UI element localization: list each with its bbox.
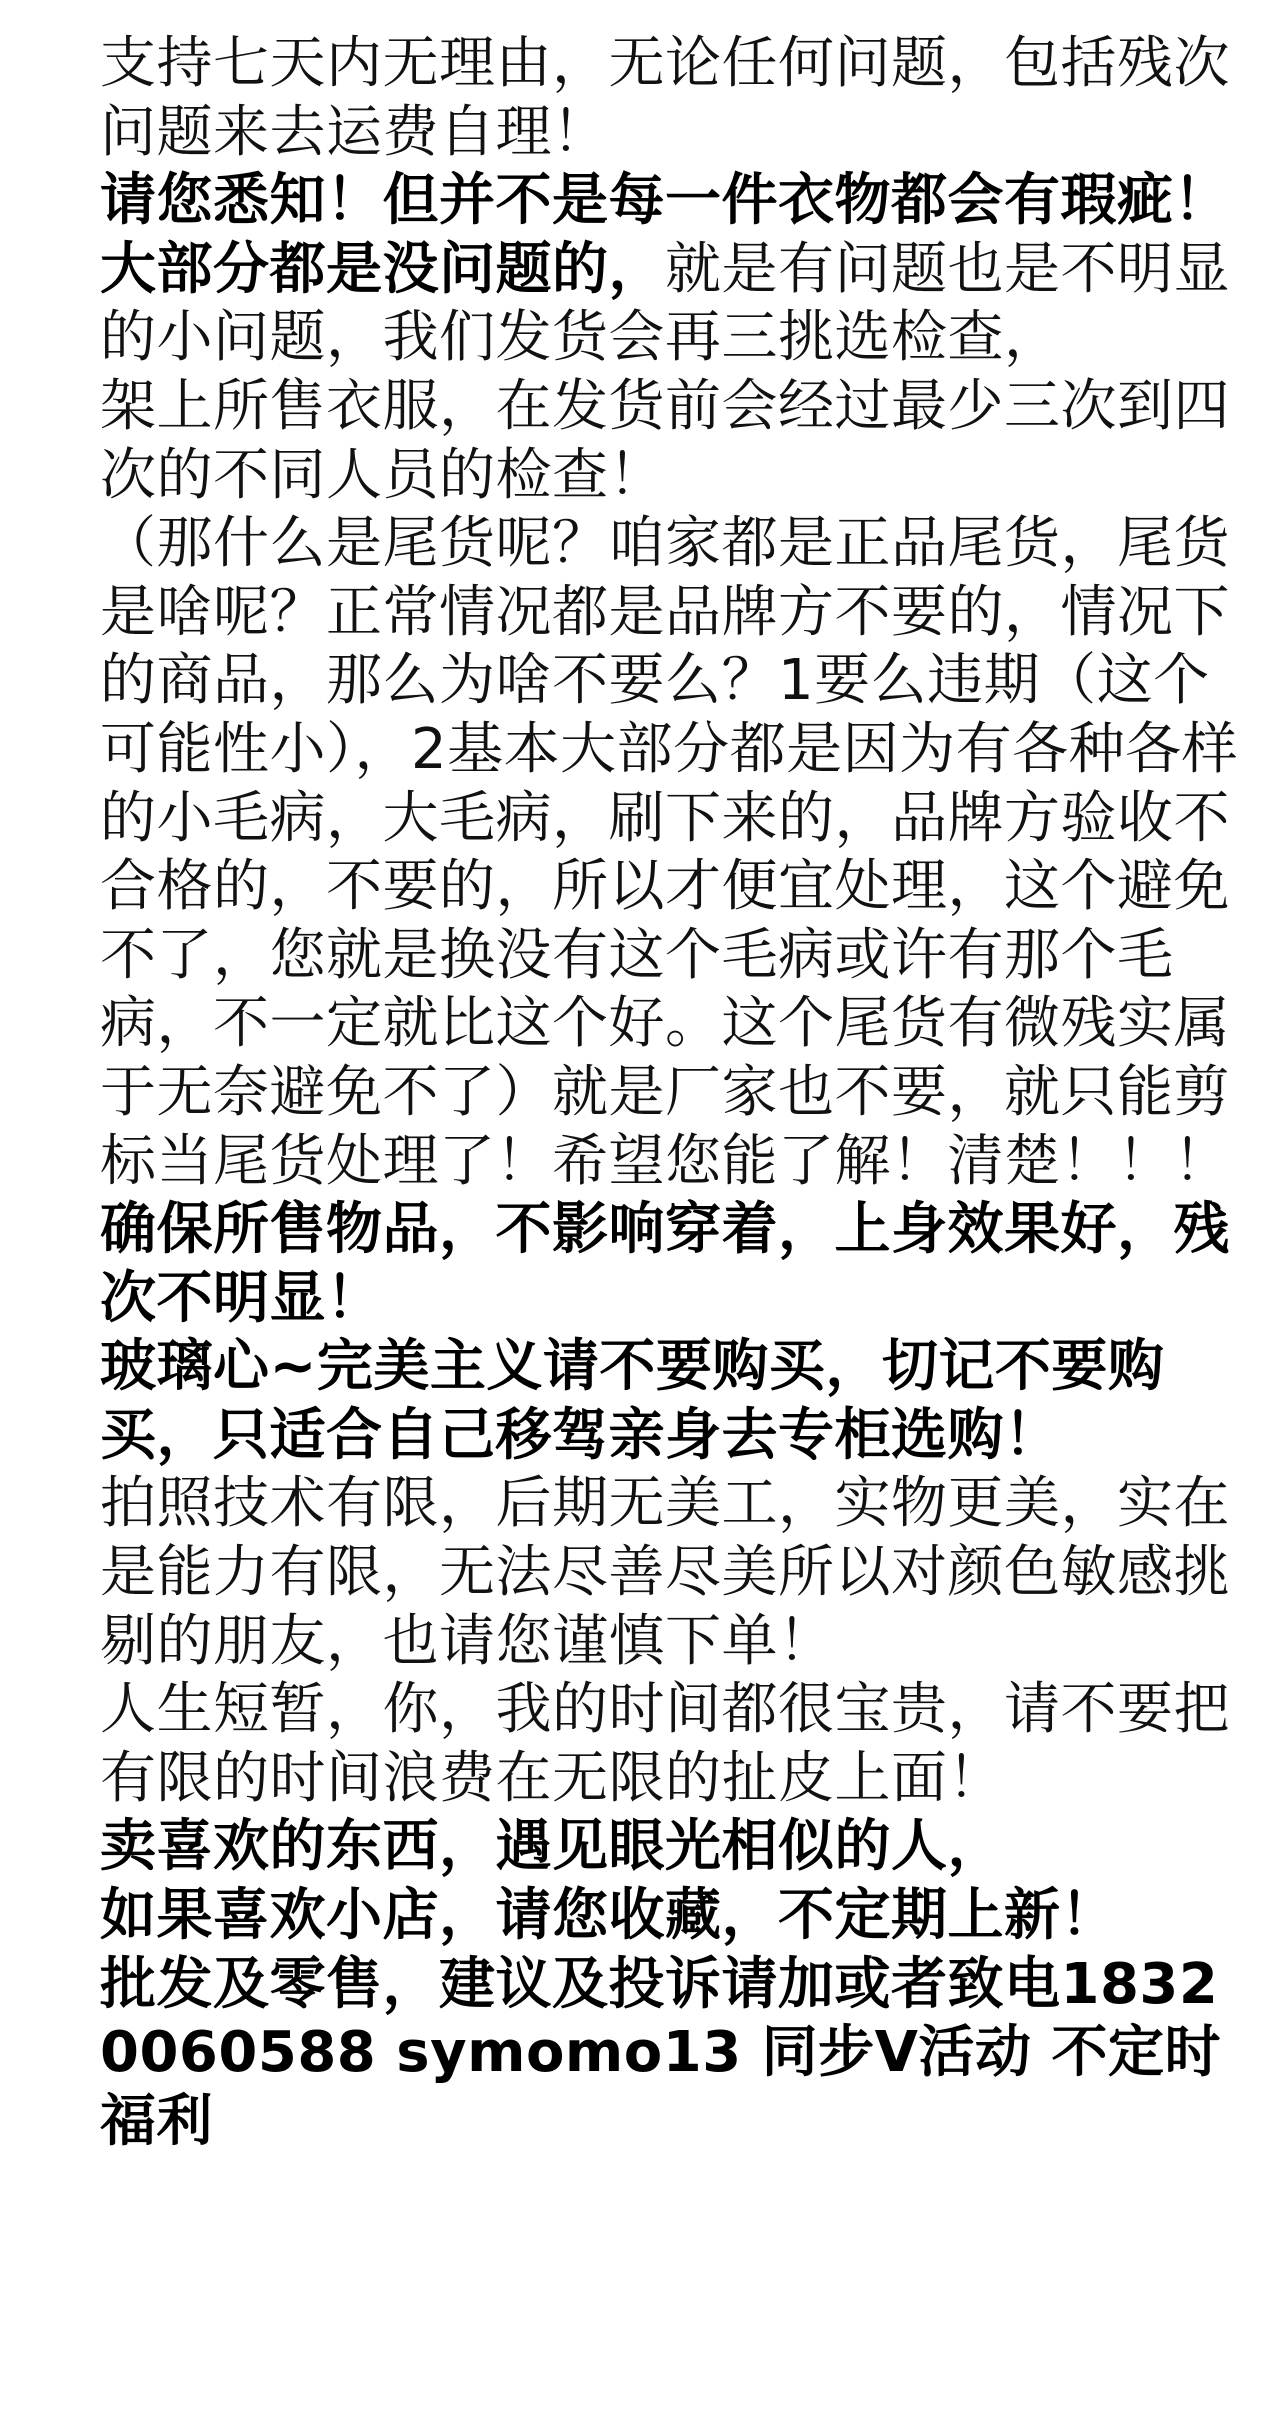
- time-note-text: 人生短暂，你，我的时间都很宝贵，请不要把有限的时间浪费在无限的扯皮上面！: [100, 1677, 1230, 1811]
- notice-paragraph: [100, 167, 1240, 373]
- notice-bold-text: 请您悉知！但并不是每一件衣物都会有瑕疵！大部分都是没问题的，: [100, 168, 1230, 302]
- product-notice-document: [100, 30, 1240, 2156]
- photo-disclaimer-text: 拍照技术有限，后期无美工，实物更美，实在是能力有限，无法尽善尽美所以对颜色敏感挑剔的朋友，也请您谨慎下单！: [100, 1471, 1230, 1674]
- tail-goods-explanation: （那什么是尾货呢？咱家都是正品尾货，尾货是啥呢？正常情况都是品牌方不要的，情况下的商品，那么为啥不要么？1要么违期（这个可能性小），2基本大部分都是因为有各种各样的小毛病，大毛病，刷下来的，品牌方验收不合格的，不要的，所以才便宜处理，这个避免不了，您就是换没有这个毛病或许有那个毛病，不一定就比这个好。这个尾货有微残实属于无奈避免不了）就是厂家也不要，就只能剪标当尾货处理了！希望您能了解！清楚！！！: [100, 511, 1239, 1194]
- guarantee-text: 确保所售物品，不影响穿着，上身效果好，残次不明显！: [100, 1197, 1230, 1331]
- inspection-text: 架上所售衣服，在发货前会经过最少三次到四次的不同人员的检查！: [100, 373, 1230, 508]
- notice-normal-text: 就是有问题也是不明显的小问题，我们发货会再三挑选检查，: [100, 236, 1230, 371]
- follow-store-text: 如果喜欢小店，请您收藏，不定期上新！: [100, 1883, 1117, 1949]
- return-policy-text: 支持七天内无理由，无论任何问题，包括残次问题来去运费自理！: [100, 31, 1230, 165]
- contact-text: 批发及零售，建议及投诉请加或者致电18320060588 symomo13 同步V活动 不定时福利: [100, 1951, 1221, 2154]
- motto-text: 卖喜欢的东西，遇见眼光相似的人，: [100, 1814, 1004, 1880]
- perfectionist-warning-text: 玻璃心~完美主义请不要购买，切记不要购买，只适合自己移驾亲身去专柜选购！: [100, 1334, 1165, 1468]
